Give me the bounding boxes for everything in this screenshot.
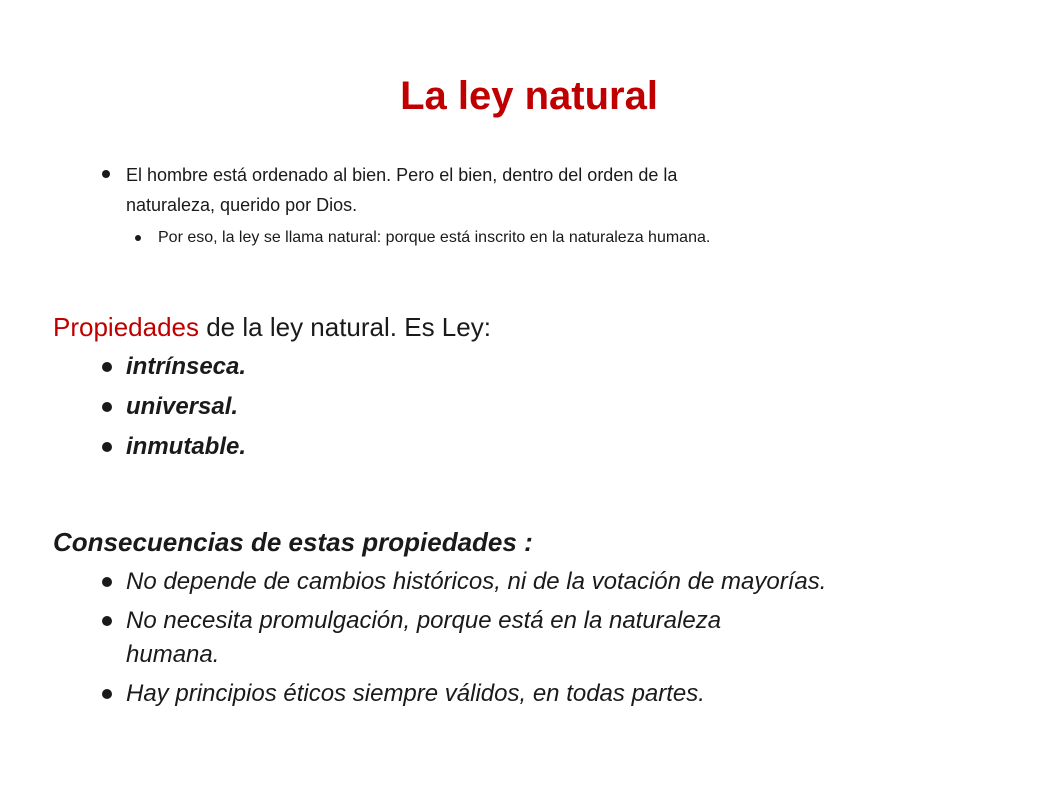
bullet-icon <box>102 616 112 626</box>
intro-sub-bullet: Por eso, la ley se llama natural: porque está inscrito en la naturaleza humana. <box>158 229 711 246</box>
bullet-icon <box>102 577 112 587</box>
consequence-item: No depende de cambios históricos, ni de la votación de mayorías. <box>126 568 827 595</box>
consequence-item-line1: No necesita promulgación, porque está en la naturaleza <box>126 607 722 634</box>
sub-bullet-icon <box>135 235 141 241</box>
property-item: universal. <box>126 393 239 420</box>
properties-heading-rest: de la ley natural. Es Ley: <box>199 312 491 342</box>
property-item: inmutable. <box>126 433 247 460</box>
slide-title: La ley natural <box>400 74 658 118</box>
bullet-icon <box>102 402 112 412</box>
properties-heading <box>53 311 491 343</box>
bullet-icon <box>102 442 112 452</box>
consequence-item: Hay principios éticos siempre válidos, en todas partes. <box>126 680 705 707</box>
properties-heading-red: Propiedades <box>53 312 199 342</box>
bullet-icon <box>102 362 112 372</box>
consequences-heading: Consecuencias de estas propiedades : <box>53 527 533 557</box>
bullet-icon <box>102 689 112 699</box>
intro-bullet-line2: naturaleza, querido por Dios. <box>126 195 358 215</box>
intro-bullet-line1: El hombre está ordenado al bien. Pero el bien, dentro del orden de la <box>126 165 678 185</box>
consequence-item-line2: humana. <box>126 641 220 668</box>
property-item: intrínseca. <box>126 353 247 380</box>
bullet-icon <box>102 170 110 178</box>
